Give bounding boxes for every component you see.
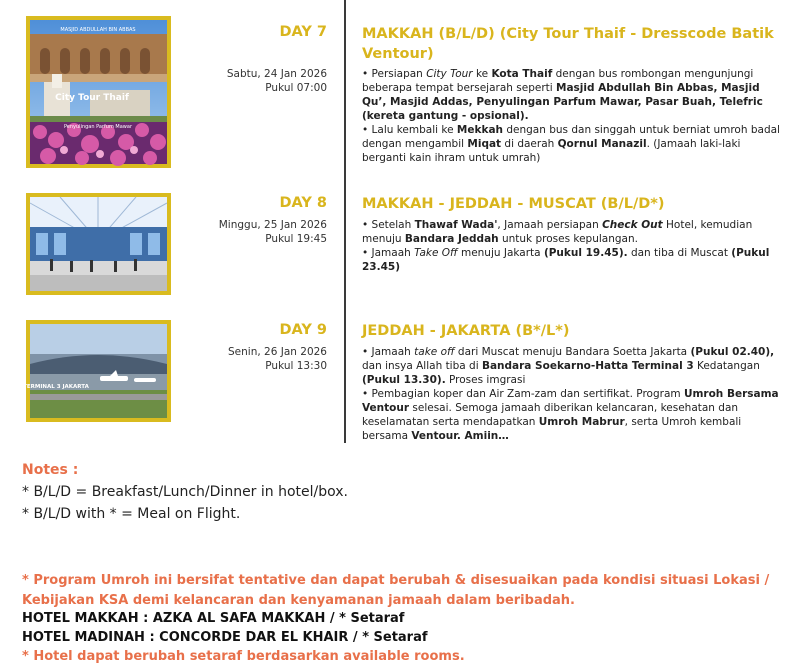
description-segment: • Lalu kembali ke [362, 124, 457, 136]
description-segment: Hotel, kemudian menuju [362, 219, 753, 245]
description-segment: . (Jamaah laki-laki berganti kain ihram untuk umrah) [362, 138, 741, 164]
description-segment: • Persiapan [362, 68, 427, 80]
hotel-makkah: HOTEL MAKKAH : AZKA AL SAFA MAKKAH / * Setaraf [22, 611, 405, 626]
description-segment: Kota Thaif [491, 68, 553, 80]
description-paragraph [362, 123, 782, 165]
program-disclaimer: * Program Umroh ini bersifat tentative dan dapat berubah & disesuaikan pada kondisi situasi Lokasi / Kebijakan KSA demi kelancaran dan kenyamanan jamaah dalam beribadah. [22, 573, 770, 608]
description-segment: • Jamaah [362, 346, 415, 358]
day9-label: DAY 9 [279, 322, 327, 338]
description-segment: Take Off [414, 247, 458, 259]
day8-title: MAKKAH - JEDDAH - MUSCAT (B/L/D*) [362, 196, 665, 212]
day7-photo-top-caption: MASJID ABDULLAH BIN ABBAS [60, 27, 136, 33]
day7-label: DAY 7 [279, 24, 327, 40]
description-segment: untuk proses kepulangan. [498, 233, 638, 245]
hotel-madinah: HOTEL MADINAH : CONCORDE DAR EL KHAIR / * Setaraf [22, 630, 428, 645]
description-segment: Thawaf Wada' [414, 219, 498, 231]
description-segment: Umroh Mabrur [538, 416, 625, 428]
day8-airport-photo [26, 193, 171, 295]
day7-time-text: Pukul 07:00 [265, 82, 327, 94]
description-paragraph [362, 345, 782, 387]
day7-photo-subcaption: Penyulingan Parfum Mawar [63, 124, 133, 130]
description-segment: Proses imgrasi [445, 374, 526, 386]
timeline-divider [344, 0, 346, 443]
description-segment: (Pukul 23.45) [362, 247, 770, 273]
day9-date [228, 345, 327, 373]
description-segment: Masjid Abdullah Bin Abbas, Masjid Qu’, Masjid Addas, Penyulingan Parfum Mawar, Pasar Buah, Telefric (kereta gantung - opsional). [362, 82, 763, 122]
description-segment: Bandara Soekarno-Hatta Terminal 3 [481, 360, 694, 372]
day9-date-text: Senin, 26 Jan 2026 [228, 346, 327, 358]
day8-date [219, 218, 327, 246]
description-segment: selesai. Semoga jamaah diberikan kelancaran, kesehatan dan keselamatan serta mendapatkan [362, 402, 739, 428]
description-segment: dengan bus rombongan mengunjungi beberapa tempat bersejarah seperti [362, 68, 754, 94]
description-segment: Umroh Bersama Ventour [362, 388, 779, 414]
description-segment: (Pukul 19.45). [543, 247, 628, 259]
day8-time-text: Pukul 19:45 [265, 233, 327, 245]
description-segment: dan tiba di Muscat [627, 247, 732, 259]
notes-heading: Notes : [22, 462, 79, 478]
day9-terminal-photo [23, 320, 171, 422]
day8-label: DAY 8 [279, 195, 327, 211]
day9-description [362, 345, 782, 443]
description-segment: Kedatangan [693, 360, 760, 372]
description-segment: , serta Umroh kembali bersama [362, 416, 742, 442]
day9-photo-caption: TERMINAL 3 JAKARTA [23, 384, 89, 390]
description-segment: ke [472, 68, 492, 80]
day7-photo-caption: City Tour Thaif [55, 93, 129, 103]
description-segment: • Pembagian koper dan Air Zam-zam dan sertifikat. Program [362, 388, 684, 400]
description-segment: Miqat [467, 138, 502, 150]
description-segment: dengan bus dan singgah untuk berniat umroh badal dengan mengambil [362, 124, 780, 150]
description-segment: • Setelah [362, 219, 415, 231]
description-segment: Mekkah [456, 124, 504, 136]
day9-title: JEDDAH - JAKARTA (B*/L*) [362, 323, 570, 339]
description-segment: di daerah [501, 138, 558, 150]
description-segment: Bandara Jeddah [404, 233, 499, 245]
description-segment: (Pukul 13.30). [362, 374, 446, 386]
day7-date [227, 67, 327, 95]
description-paragraph [362, 246, 782, 274]
day7-title: MAKKAH (B/L/D) (City Tour Thaif - Dresscode Batik Ventour) [362, 26, 774, 62]
description-segment: , Jamaah persiapan [497, 219, 603, 231]
description-segment: dari Muscat menuju Bandara Soetta Jakarta [454, 346, 691, 358]
day7-thaif-photo [26, 16, 171, 168]
day8-description [362, 218, 782, 274]
description-segment: City Tour [426, 68, 473, 80]
description-paragraph [362, 67, 782, 123]
description-segment: (Pukul 02.40), [690, 346, 775, 358]
description-segment: take off [414, 346, 455, 358]
note-bld: * B/L/D = Breakfast/Lunch/Dinner in hotel/box. [22, 484, 348, 500]
description-paragraph [362, 218, 782, 246]
hotel-footnote: * Hotel dapat berubah setaraf berdasarkan available rooms. [22, 649, 465, 664]
day8-date-text: Minggu, 25 Jan 2026 [218, 219, 327, 231]
description-segment: dan insya Allah tiba di [362, 360, 482, 372]
note-meal-on-flight: * B/L/D with * = Meal on Flight. [22, 506, 241, 522]
description-segment: • Jamaah [362, 247, 415, 259]
description-segment: Qornul Manazil [557, 138, 647, 150]
description-segment: Ventour. Amiin… [411, 430, 509, 442]
description-segment: Check Out [602, 219, 663, 231]
day7-date-text: Sabtu, 24 Jan 2026 [226, 68, 327, 80]
description-paragraph [362, 387, 782, 443]
description-segment: menuju Jakarta [457, 247, 544, 259]
day9-time-text: Pukul 13:30 [265, 360, 327, 372]
day7-description [362, 67, 782, 165]
